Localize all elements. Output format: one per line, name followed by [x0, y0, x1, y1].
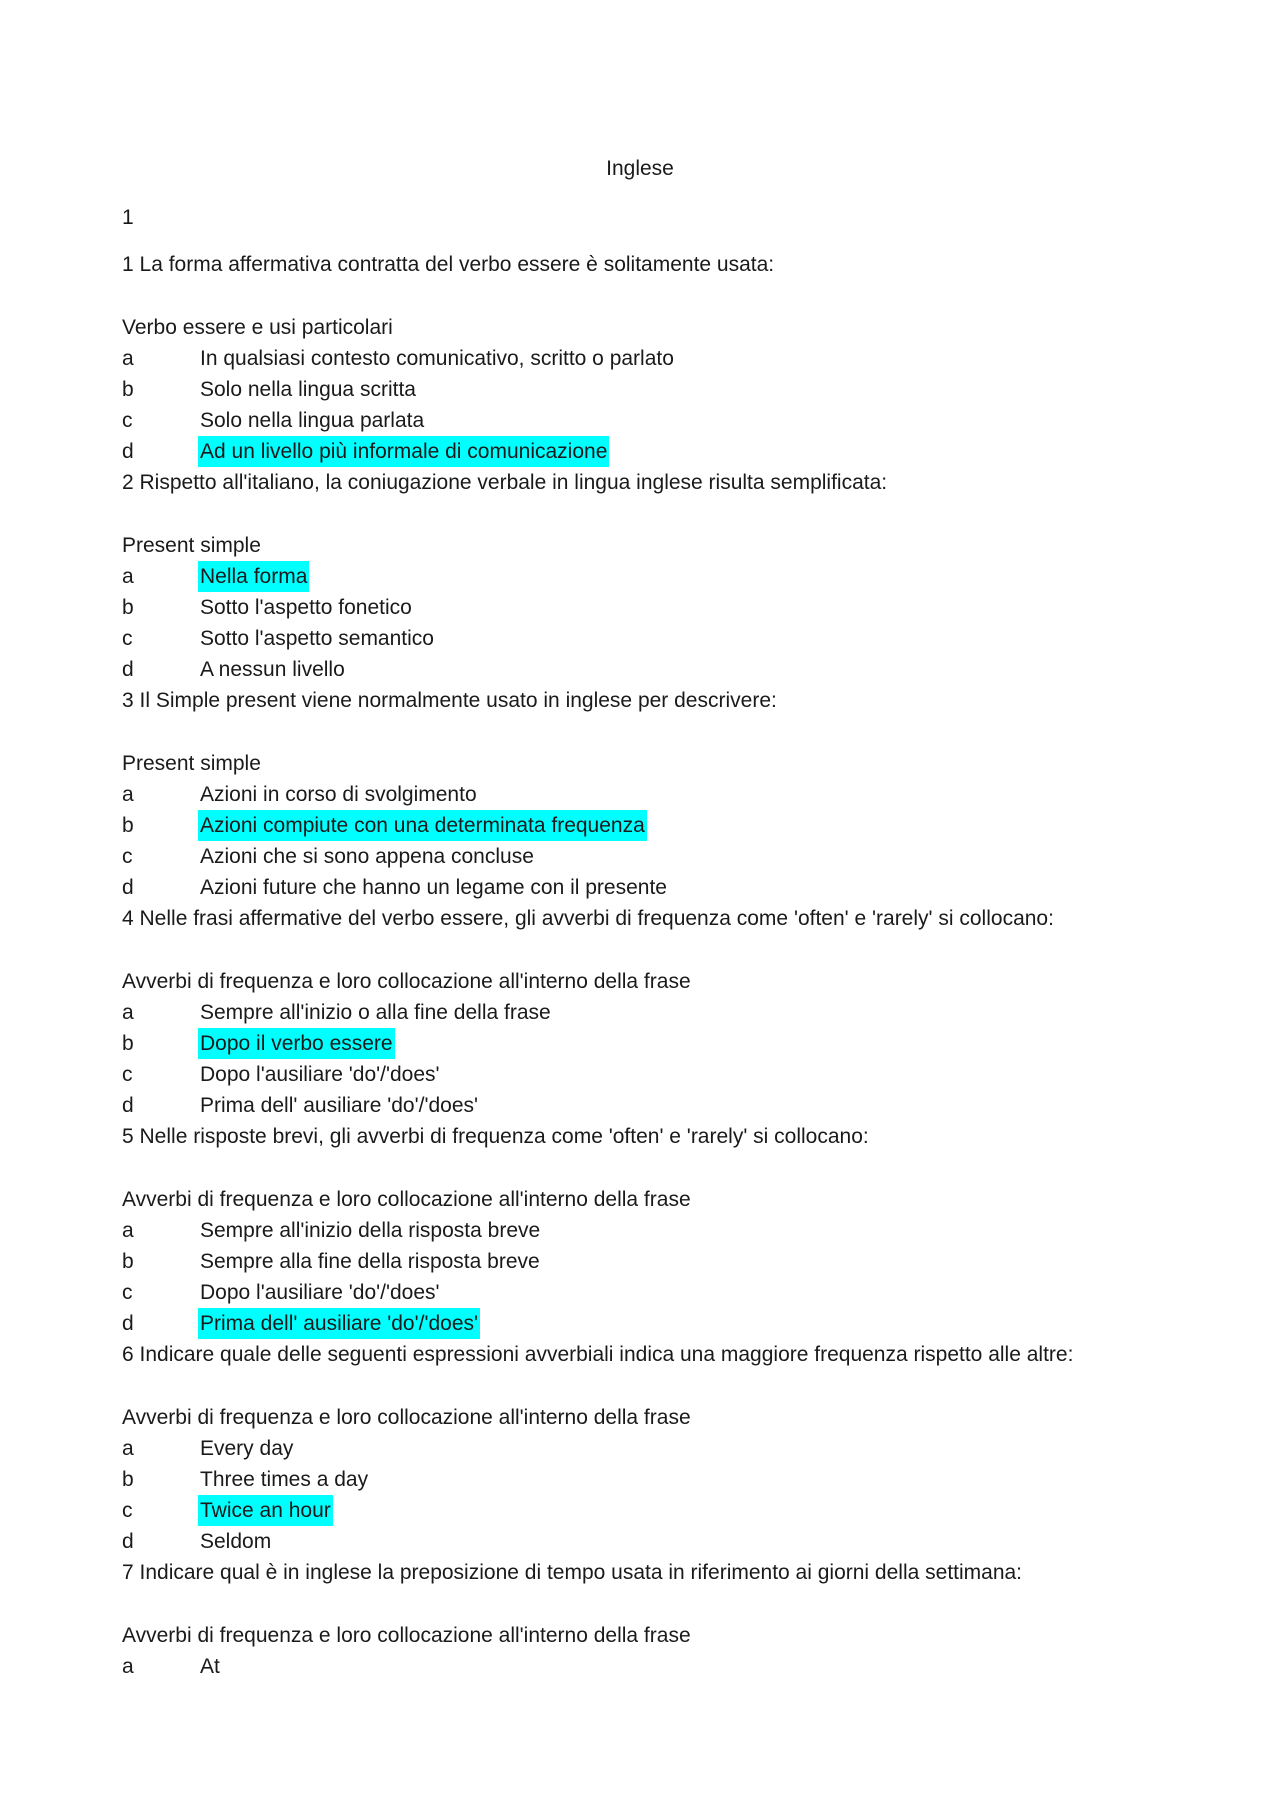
option-letter: b — [122, 1468, 134, 1491]
question-block — [122, 249, 1182, 467]
question-topic: Avverbi di frequenza e loro collocazione all'interno della frase — [122, 1624, 691, 1647]
option-letter: c — [122, 627, 133, 650]
option-letter: b — [122, 1250, 134, 1273]
answer-option — [122, 374, 1182, 405]
option-letter: c — [122, 1499, 133, 1522]
question-text: 4 Nelle frasi affermative del verbo essere, gli avverbi di frequenza come 'often' e 'rarely' si collocano: — [122, 907, 1054, 930]
answer-option — [122, 1028, 1182, 1059]
answer-option — [122, 810, 1182, 841]
option-letter: b — [122, 378, 134, 401]
option-letter: d — [122, 1094, 134, 1117]
option-text: Sempre all'inizio della risposta breve — [200, 1219, 541, 1242]
question-text: 1 La forma affermativa contratta del verbo essere è solitamente usata: — [122, 253, 775, 276]
answer-option — [122, 623, 1182, 654]
question-text: 3 Il Simple present viene normalmente usato in inglese per descrivere: — [122, 689, 777, 712]
option-text: A nessun livello — [200, 658, 345, 681]
answer-option — [122, 654, 1182, 685]
option-text: At — [200, 1655, 220, 1678]
question-block — [122, 467, 1182, 685]
answer-option — [122, 1246, 1182, 1277]
question-topic: Avverbi di frequenza e loro collocazione all'interno della frase — [122, 970, 691, 993]
answer-option — [122, 436, 1182, 467]
answer-option — [122, 997, 1182, 1028]
answer-option — [122, 561, 1182, 592]
option-text: Solo nella lingua parlata — [200, 409, 425, 432]
option-text: Solo nella lingua scritta — [200, 378, 416, 401]
option-letter: a — [122, 347, 134, 370]
answer-option — [122, 841, 1182, 872]
option-text: Azioni in corso di svolgimento — [200, 783, 477, 806]
answer-option — [122, 1495, 1182, 1526]
option-text: Dopo l'ausiliare 'do'/'does' — [200, 1281, 440, 1304]
option-text-correct-highlight: Ad un livello più informale di comunicazione — [198, 436, 609, 467]
option-letter: a — [122, 565, 134, 588]
option-letter: c — [122, 409, 133, 432]
option-letter: c — [122, 1281, 133, 1304]
option-letter: d — [122, 1312, 134, 1335]
answer-option — [122, 1090, 1182, 1121]
option-text: Every day — [200, 1437, 294, 1460]
answer-option — [122, 405, 1182, 436]
question-topic: Avverbi di frequenza e loro collocazione all'interno della frase — [122, 1406, 691, 1429]
option-text: Azioni che si sono appena concluse — [200, 845, 534, 868]
section-number: 1 — [122, 206, 134, 229]
option-text-correct-highlight: Twice an hour — [198, 1495, 333, 1526]
option-letter: a — [122, 1001, 134, 1024]
option-text-correct-highlight: Dopo il verbo essere — [198, 1028, 395, 1059]
answer-option — [122, 1277, 1182, 1308]
option-text: Sotto l'aspetto fonetico — [200, 596, 412, 619]
answer-option — [122, 1308, 1182, 1339]
answer-option — [122, 872, 1182, 903]
answer-option — [122, 1215, 1182, 1246]
answer-option — [122, 1433, 1182, 1464]
option-text-correct-highlight: Azioni compiute con una determinata frequenza — [198, 810, 647, 841]
question-text: 5 Nelle risposte brevi, gli avverbi di frequenza come 'often' e 'rarely' si collocano: — [122, 1125, 869, 1148]
question-block — [122, 1121, 1182, 1339]
question-topic: Verbo essere e usi particolari — [122, 316, 393, 339]
answer-option — [122, 1059, 1182, 1090]
option-text: Sempre alla fine della risposta breve — [200, 1250, 540, 1273]
option-letter: a — [122, 783, 134, 806]
option-text: Azioni future che hanno un legame con il presente — [200, 876, 667, 899]
option-letter: c — [122, 1063, 133, 1086]
question-block — [122, 1557, 1182, 1682]
answer-option — [122, 343, 1182, 374]
option-text: Prima dell' ausiliare 'do'/'does' — [200, 1094, 479, 1117]
question-block — [122, 685, 1182, 903]
option-letter: d — [122, 440, 134, 463]
option-text: Three times a day — [200, 1468, 369, 1491]
option-text: In qualsiasi contesto comunicativo, scritto o parlato — [200, 347, 674, 370]
question-text: 2 Rispetto all'italiano, la coniugazione verbale in lingua inglese risulta semplificata: — [122, 471, 888, 494]
question-text: 7 Indicare qual è in inglese la preposizione di tempo usata in riferimento ai giorni della settimana: — [122, 1561, 1023, 1584]
option-letter: b — [122, 1032, 134, 1055]
question-block — [122, 1339, 1182, 1557]
option-text-correct-highlight: Prima dell' ausiliare 'do'/'does' — [198, 1308, 480, 1339]
question-topic: Present simple — [122, 752, 261, 775]
question-block — [122, 903, 1182, 1121]
answer-option — [122, 1526, 1182, 1557]
option-letter: a — [122, 1437, 134, 1460]
option-letter: a — [122, 1219, 134, 1242]
question-text: 6 Indicare quale delle seguenti espressioni avverbiali indica una maggiore frequenza rispetto alle altre: — [122, 1343, 1074, 1366]
option-text: Sempre all'inizio o alla fine della frase — [200, 1001, 551, 1024]
option-letter: c — [122, 845, 133, 868]
option-letter: a — [122, 1655, 134, 1678]
option-text-correct-highlight: Nella forma — [198, 561, 309, 592]
option-text: Sotto l'aspetto semantico — [200, 627, 434, 650]
question-list — [122, 249, 1182, 1682]
answer-option — [122, 1651, 1182, 1682]
question-topic: Avverbi di frequenza e loro collocazione all'interno della frase — [122, 1188, 691, 1211]
option-letter: b — [122, 596, 134, 619]
answer-option — [122, 1464, 1182, 1495]
option-text: Dopo l'ausiliare 'do'/'does' — [200, 1063, 440, 1086]
option-letter: d — [122, 876, 134, 899]
question-topic: Present simple — [122, 534, 261, 557]
option-letter: b — [122, 814, 134, 837]
document-title: Inglese — [606, 157, 674, 180]
answer-option — [122, 779, 1182, 810]
option-text: Seldom — [200, 1530, 272, 1553]
answer-option — [122, 592, 1182, 623]
option-letter: d — [122, 1530, 134, 1553]
option-letter: d — [122, 658, 134, 681]
